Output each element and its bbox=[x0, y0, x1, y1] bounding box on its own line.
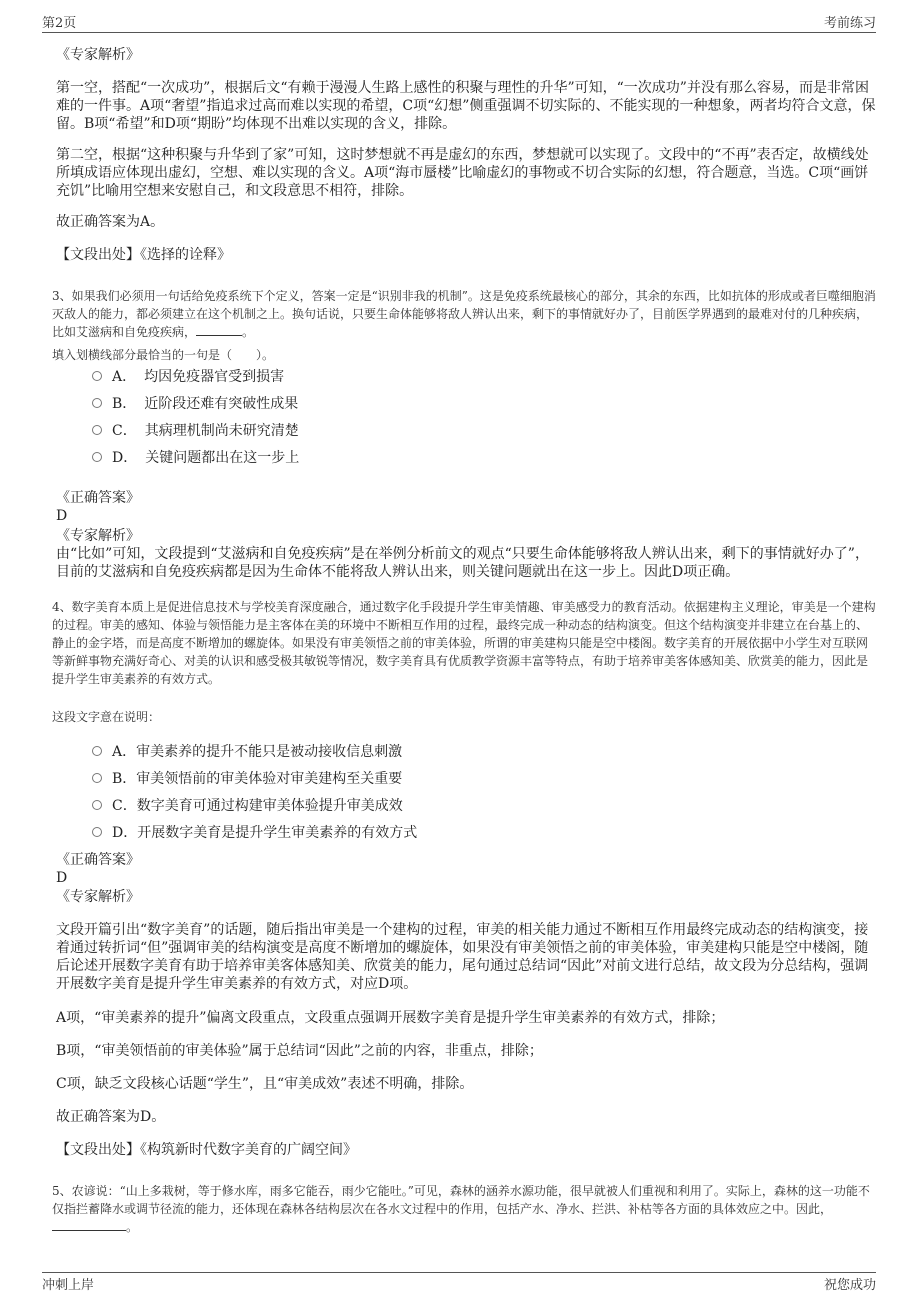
q3-option-b[interactable] bbox=[92, 393, 298, 413]
option-label: A． bbox=[112, 744, 137, 760]
q2-analysis-para1: 第一空，搭配“一次成功”，根据后文“有赖于漫漫人生路上感性的积聚与理性的升华”可知，“一次成功”并没有那么容易，而是非常困难的一件事。A项“奢望”指追求过高而难以实现的希望，C项“幻想”侧重强调不切实际的、不能实现的一种想象，两者均符合文意，保留。B项“希望”和D项“期盼”均体现不出难以实现的含义，排除。 bbox=[56, 80, 876, 132]
q2-analysis-label: 《专家解析》 bbox=[56, 47, 140, 63]
q4-analysis-para-b: B项，“审美领悟前的审美体验”属于总结词“因此”之前的内容，非重点，排除； bbox=[56, 1043, 543, 1059]
q4-prompt: 这段文字意在说明： bbox=[52, 710, 161, 724]
radio-icon[interactable] bbox=[92, 800, 102, 810]
q3-option-a[interactable] bbox=[92, 366, 284, 386]
q3-stem: 3、如果我们必须用一句话给免疫系统下个定义，答案一定是“识别非我的机制”。这是免疫系统最核心的部分，其余的东西，比如抗体的形成或者巨噬细胞消灭敌人的能力，都必须建立在这个机制之上。换句话说，只要生命体能够将敌人辨认出来，剩下的事情就好办了，目前医学界遇到的最难对付的几种疾病，比如艾滋病和自免疫疾病， 。 bbox=[52, 289, 876, 339]
q4-option-d[interactable] bbox=[92, 822, 417, 842]
q2-conclusion: 故正确答案为A。 bbox=[56, 214, 165, 230]
q4-answer-label: 《正确答案》 bbox=[56, 852, 140, 868]
q3-prompt: 填入划横线部分最恰当的一句是（ ）。 bbox=[52, 348, 275, 362]
option-text: 近阶段还难有突破性成果 bbox=[144, 396, 299, 412]
option-label: C． bbox=[112, 798, 137, 814]
q5-stem: 5、农谚说：“山上多栽树，等于修水库，雨多它能吞，雨少它能吐。”可见，森林的涵养水源功能，很早就被人们重视和利用了。实际上，森林的这一功能不仅指拦蓄降水或调节径流的能力，还体现在森林各结构层次在各水文过程中的作用，包括产水、净水、拦洪、补枯等各方面的具体效应之中。因此，。 bbox=[52, 1184, 870, 1234]
fill-blank bbox=[52, 1230, 126, 1231]
q4-analysis-label: 《专家解析》 bbox=[56, 889, 140, 905]
q4-source: 【文段出处】《构筑新时代数字美育的广阔空间》 bbox=[56, 1142, 357, 1158]
q3-analysis-label: 《专家解析》 bbox=[56, 528, 140, 544]
radio-icon[interactable] bbox=[92, 773, 102, 783]
option-label: B． bbox=[112, 771, 137, 787]
page-number: 第2页 bbox=[42, 16, 77, 31]
q2-source: 【文段出处】《选择的诠释》 bbox=[56, 247, 231, 263]
q4-option-a[interactable] bbox=[92, 741, 402, 761]
radio-icon[interactable] bbox=[92, 746, 102, 756]
q4-analysis-para-a: A项，“审美素养的提升”偏离文段重点，文段重点强调开展数字美育是提升学生审美素养的有效方式，排除； bbox=[56, 1010, 725, 1026]
option-text: 其病理机制尚未研究清楚 bbox=[144, 423, 299, 439]
option-text: 关键问题都出在这一步上 bbox=[145, 450, 300, 466]
radio-icon[interactable] bbox=[92, 827, 102, 837]
option-text: 开展数字美育是提升学生审美素养的有效方式 bbox=[137, 825, 418, 841]
footer-right: 祝您成功 bbox=[823, 1278, 876, 1293]
option-text: 审美领悟前的审美体验对审美建构至关重要 bbox=[136, 771, 403, 787]
q4-option-b[interactable] bbox=[92, 768, 402, 788]
q4-option-c[interactable] bbox=[92, 795, 403, 815]
page-header bbox=[42, 12, 876, 33]
option-label: A． bbox=[112, 369, 137, 385]
q3-answer: D bbox=[56, 508, 68, 524]
q4-answer: D bbox=[56, 870, 68, 886]
q4-conclusion: 故正确答案为D。 bbox=[56, 1109, 166, 1125]
radio-icon[interactable] bbox=[92, 425, 102, 435]
option-text: 数字美育可通过构建审美体验提升审美成效 bbox=[136, 798, 403, 814]
option-text: 均因免疫器官受到损害 bbox=[144, 369, 285, 385]
footer-left: 冲刺上岸 bbox=[42, 1278, 95, 1293]
q4-analysis-para-c: C项，缺乏文段核心话题“学生”，且“审美成效”表述不明确，排除。 bbox=[56, 1076, 474, 1092]
q3-option-c[interactable] bbox=[92, 420, 299, 440]
radio-icon[interactable] bbox=[92, 371, 102, 381]
option-label: D． bbox=[112, 825, 138, 841]
q2-analysis-para2: 第二空，根据“这种积聚与升华到了家”可知，这时梦想就不再是虚幻的东西，梦想就可以实现了。文段中的“不再”表否定，故横线处所填成语应体现出虚幻，空想、难以实现的含义。A项“海市蜃楼”比喻虚幻的事物或不切合实际的幻想，符合题意，当选。C项“画饼充饥”比喻用空想来安慰自己，和文段意思不相符，排除。 bbox=[56, 147, 869, 199]
q4-stem: 4、数字美育本质上是促进信息技术与学校美育深度融合，通过数字化手段提升学生审美情趣、审美感受力的教育活动。依据建构主义理论，审美是一个建构的过程。审美的感知、体验与领悟能力是主客体在美的环境中不断相互作用的过程，最终完成一种动态的结构演变。但这个结构演变并非建立在台基上的、静止的金字塔，而是高度不断增加的螺旋体。如果没有审美领悟之前的审美体验，所谓的审美建构只能是空中楼阁。数字美育的开展依据中小学生对互联网等新鲜事物充满好奇心、对美的认识和感受极其敏锐等情况，数字美育具有优质教学资源丰富等特点，有助于培养审美客体感知美、欣赏美的能力，因此是提升学生审美素养的有效方式。 bbox=[52, 600, 876, 686]
q4-analysis-para1: 文段开篇引出“数字美育”的话题，随后指出审美是一个建构的过程，审美的相关能力通过不断相互作用最终完成动态的结构演变，接着通过转折词“但”强调审美的结构演变是高度不断增加的螺旋体，如果没有审美领悟之前的审美体验，审美建构只能是空中楼阁，随后论述开展数字美育有助于培养审美客体感知美、欣赏美的能力，尾句通过总结词“因此”对前文进行总结，故文段为分总结构，强调开展数字美育是提升学生审美素养的有效方式，对应D项。 bbox=[56, 922, 869, 992]
page-footer bbox=[42, 1272, 876, 1294]
q3-analysis: 由“比如”可知，文段提到“艾滋病和自免疫疾病”是在举例分析前文的观点“只要生命体能够将敌人辨认出来，剩下的事情就好办了”，目前的艾滋病和自免疫疾病都是因为生命体不能将敌人辨认出来，则关键问题就出在这一步上。因此D项正确。 bbox=[56, 546, 869, 580]
option-label: C． bbox=[112, 423, 137, 439]
fill-blank bbox=[196, 335, 242, 336]
q3-option-d[interactable] bbox=[92, 447, 299, 467]
option-label: D． bbox=[112, 450, 138, 466]
option-text: 审美素养的提升不能只是被动接收信息刺激 bbox=[136, 744, 403, 760]
radio-icon[interactable] bbox=[92, 398, 102, 408]
option-label: B． bbox=[112, 396, 137, 412]
header-title: 考前练习 bbox=[823, 16, 876, 31]
q3-answer-label: 《正确答案》 bbox=[56, 490, 140, 506]
radio-icon[interactable] bbox=[92, 452, 102, 462]
